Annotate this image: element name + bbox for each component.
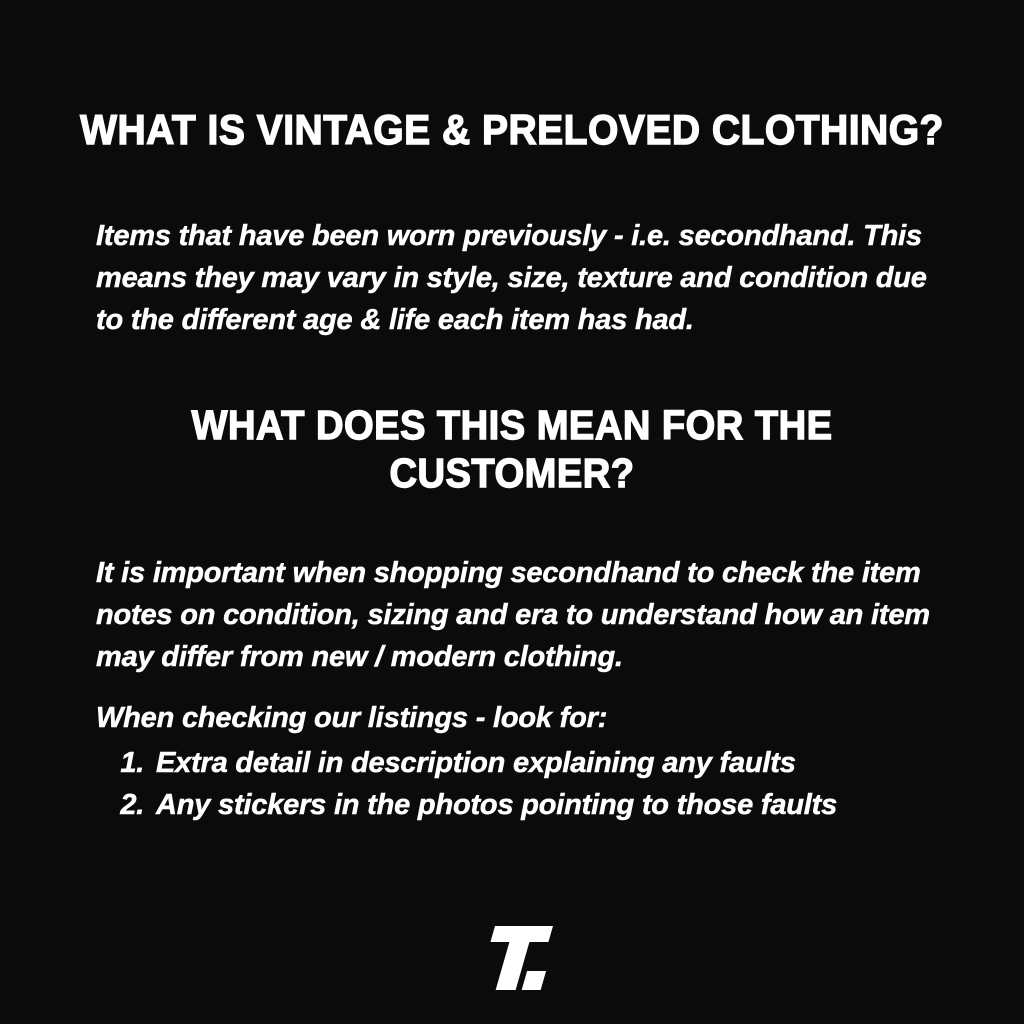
- checklist-item-1: 1. Extra detail in description explaining any faults: [152, 742, 972, 784]
- brand-logo: [0, 926, 1024, 990]
- intro-paragraph: Items that have been worn previously - i.e. secondhand. This means they may vary in style, size, texture and condition due to the different age & life each item has had.: [96, 220, 927, 337]
- checklist-item-2: 2. Any stickers in the photos pointing to those faults: [152, 784, 972, 826]
- checklist: [104, 742, 972, 826]
- listings-intro: When checking our listings - look for:: [96, 702, 608, 734]
- customer-heading: [36, 402, 988, 498]
- customer-paragraph: It is important when shopping secondhand to check the item notes on condition, sizing and era to understand how an item may differ from new / modern clothing.: [96, 557, 930, 674]
- main-heading: WHAT IS VINTAGE & PRELOVED CLOTHING?: [80, 106, 944, 154]
- customer-heading-text: WHAT DOES THIS MEAN FOR THE CUSTOMER?: [191, 402, 833, 496]
- logo-period: [522, 971, 546, 990]
- t-dot-logo-icon: [469, 926, 555, 990]
